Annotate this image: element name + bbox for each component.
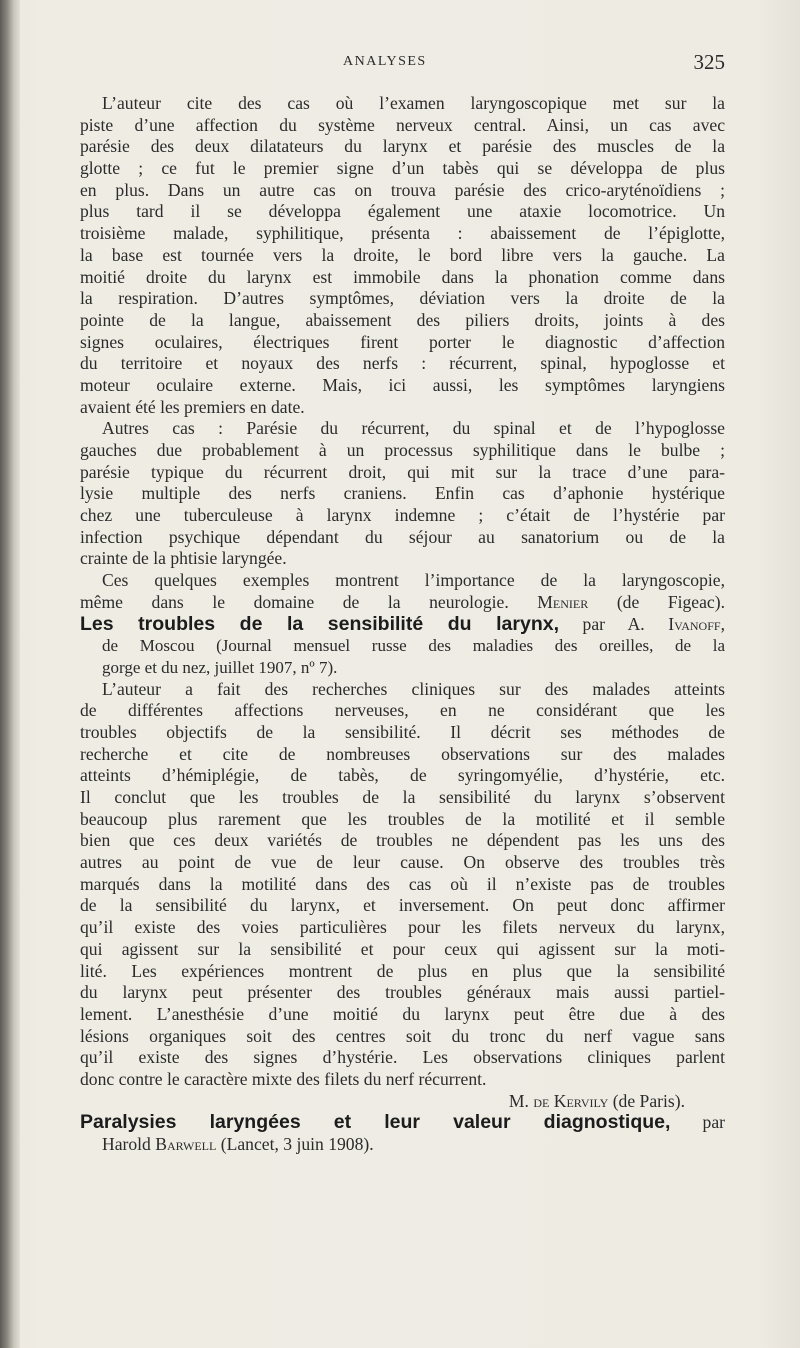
text-line: glotte ; ce fut le premier signe d’un tabès qui se développa de plus (80, 158, 725, 179)
page-body (80, 93, 725, 1156)
article-title: Les troubles de la sensibilité du larynx, (80, 613, 559, 635)
text-line: donc contre le caractère mixte des filets du nerf récurrent. (80, 1068, 487, 1089)
text-line: Ces quelques exemples montrent l’importance de la laryngoscopie, (102, 570, 725, 591)
author-last-name: Barwell (155, 1134, 217, 1154)
text-line: parésie typique du récurrent droit, qui mit sur la trace d’une para- (80, 461, 725, 482)
text-line: avaient été les premiers en date. (80, 396, 305, 417)
article-title: Paralysies laryngées et leur valeur diagnostique, (80, 1112, 671, 1134)
text-line: crainte de la phtisie laryngée. (80, 548, 287, 569)
text-line: L’auteur a fait des recherches cliniques sur des malades atteints (102, 678, 725, 699)
text-line: Il conclut que les troubles de la sensibilité du larynx s’observent (80, 787, 725, 807)
text-line: marqués dans la motilité dans des cas où il n’existe pas de troubles (80, 873, 725, 894)
text-line: signes oculaires, électriques firent porter le diagnostic d’affection (80, 331, 725, 352)
text-line: en plus. Dans un autre cas on trouva parésie des crico-aryténoïdiens ; (80, 179, 725, 200)
text-line: atteints d’hémiplégie, de tabès, de syringomyélie, d’hystérie, etc. (80, 765, 725, 786)
reviewer-place: (de Figeac). (616, 591, 725, 612)
review-signature (80, 1091, 725, 1113)
text-line: de la sensibilité du larynx, et inversement. On peut donc affirmer (80, 895, 725, 916)
text-line-content: même dans le domaine de la neurologie. (80, 591, 509, 612)
running-title: ANALYSES (343, 54, 427, 69)
text-line: lysie multiple des nerfs craniens. Enfin cas d’aphonie hystérique (80, 483, 725, 504)
text-line (80, 592, 725, 614)
text-line: moitié droite du larynx est immobile dans la phonation comme dans (80, 266, 725, 287)
text-line: la respiration. D’autres symptômes, déviation vers la droite de la (80, 288, 725, 309)
article-source: de Moscou (Journal mensuel russe des maladies des oreilles, de la (102, 636, 725, 656)
text-line: piste d’une affection du système nerveux central. Ainsi, un cas avec (80, 114, 725, 135)
text-line: autres au point de vue de leur cause. On observe des troubles très (80, 852, 725, 873)
text-line: parésie des deux dilatateurs du larynx et parésie des muscles de la (80, 136, 725, 157)
text-line: beaucoup plus rarement que les troubles de la motilité et il semble (80, 808, 725, 829)
text-line: infection psychique dépendant du séjour au sanatorium ou de la (80, 526, 725, 547)
author-first-name: Harold (102, 1134, 151, 1154)
article-heading (80, 614, 725, 636)
article-by: par (702, 1112, 725, 1133)
text-line: recherche et cite de nombreuses observations sur des malades (80, 743, 725, 764)
text-line: lité. Les expériences montrent de plus en plus que la sensibilité (80, 960, 725, 981)
article-by: par A. (582, 613, 645, 634)
reviewer-place: (de Paris). (612, 1090, 685, 1111)
text-line: plus tard il se développa également une ataxie locomotrice. Un (80, 201, 725, 222)
paragraph-3 (80, 570, 725, 613)
text-line: qu’il existe des signes d’hystérie. Les observations cliniques parlent (80, 1047, 725, 1068)
paragraph-1 (80, 93, 725, 418)
text-line: troisième malade, syphilitique, présenta : abaissement de l’épiglotte, (80, 223, 725, 244)
reviewer-name: Menier (537, 591, 589, 612)
text-line: moteur oculaire externe. Mais, ici aussi, les symptômes laryngiens (80, 374, 725, 395)
text-line: L’auteur cite des cas où l’examen laryngoscopique met sur la (102, 93, 725, 113)
page-number: 325 (693, 50, 725, 74)
article-heading (80, 1112, 725, 1134)
article-author: Ivanoff, (668, 613, 725, 634)
article-entry-1 (80, 614, 725, 1113)
page-binding-edge (0, 0, 20, 1348)
article-citation: (Lancet, 3 juin 1908). (220, 1134, 374, 1154)
text-line: lésions organiques soit des centres soit du tronc du nerf vague sans (80, 1025, 725, 1046)
text-line: troubles objectifs de la sensibilité. Il décrit ses méthodes de (80, 721, 725, 742)
review-signature (537, 592, 725, 612)
text-line: du territoire et noyaux des nerfs : récurrent, spinal, hypoglosse et (80, 353, 725, 374)
text-line: bien que ces deux variétés de troubles ne dépendent pas les uns des (80, 830, 725, 851)
text-line: qu’il existe des voies particulières pour les filets nerveux du larynx, (80, 917, 725, 938)
text-line: la base est tournée vers la droite, le bord libre vers la gauche. La (80, 244, 725, 265)
text-line: de différentes affections nerveuses, en ne considérant que les (80, 700, 725, 721)
text-line: pointe de la langue, abaissement des piliers droits, joints à des (80, 309, 725, 330)
text-line: du larynx peut présenter des troubles généraux mais aussi partiel- (80, 982, 725, 1003)
page-header (80, 50, 725, 76)
text-line: Autres cas : Parésie du récurrent, du spinal et de l’hypoglosse (102, 418, 725, 439)
reviewer-name: Kervily (553, 1090, 609, 1111)
article-source (80, 1134, 725, 1156)
text-line: chez une tuberculeuse à larynx indemne ; c’était de l’hystérie par (80, 505, 725, 526)
text-line: gauches due probablement à un processus syphilitique dans le bulbe ; (80, 440, 725, 460)
text-line: lement. L’anesthésie d’une moitié du larynx peut être due à des (80, 1003, 725, 1024)
text-line: qui agissent sur la sensibilité et pour ceux qui agissent sur la moti- (80, 938, 725, 959)
article-entry-2 (80, 1112, 725, 1155)
article-source: gorge et du nez, juillet 1907, nº 7). (102, 657, 338, 677)
reviewer-prefix: M. de (508, 1090, 550, 1111)
paragraph-2 (80, 418, 725, 570)
